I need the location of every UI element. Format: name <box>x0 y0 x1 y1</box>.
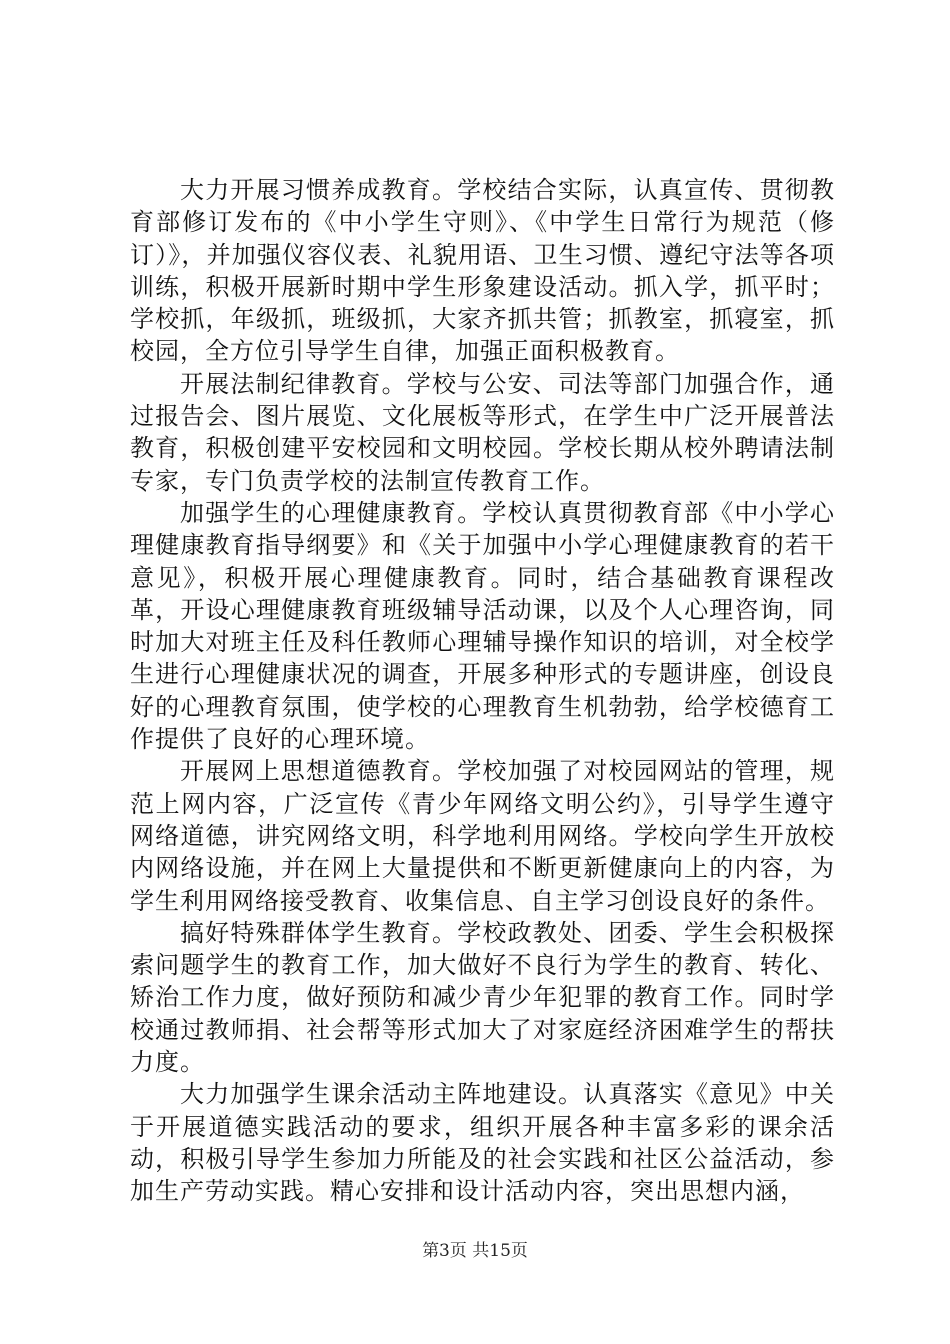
paragraph-habit-education: 大力开展习惯养成教育。学校结合实际，认真宣传、贯彻教育部修订发布的《中小学生守则》、《中学生日常行为规范（修订）》，并加强仪容仪表、礼貌用语、卫生习惯、遵纪守法等各项训练，积极开展新时期中学生形象建设活动。抓入学，抓平时；学校抓，年级抓，班级抓，大家齐抓共管；抓教室，抓寝室，抓校园，全方位引导学生自律，加强正面积极教育。 <box>130 176 835 366</box>
page-footer: 第3页 共15页 <box>422 1241 528 1261</box>
document-body <box>130 174 835 1208</box>
paragraph-legal-education: 开展法制纪律教育。学校与公安、司法等部门加强合作，通过报告会、图片展览、文化展板等形式，在学生中广泛开展普法教育，积极创建平安校园和文明校园。学校长期从校外聘请法制专家，专门负责学校的法制宣传教育工作。 <box>130 369 835 495</box>
paragraph-special-group-education: 搞好特殊群体学生教育。学校政教处、团委、学生会积极探索问题学生的教育工作，加大做好不良行为学生的教育、转化、矫治工作力度，做好预防和减少青少年犯罪的教育工作。同时学校通过教师捐、社会帮等形式加大了对家庭经济困难学生的帮扶力度。 <box>130 918 835 1077</box>
paragraph-extracurricular-activities: 大力加强学生课余活动主阵地建设。认真落实《意见》中关于开展道德实践活动的要求，组织开展各种丰富多彩的课余活动，积极引导学生参加力所能及的社会实践和社区公益活动，参加生产劳动实践。精心安排和设计活动内容，突出思想内涵， <box>130 1080 835 1206</box>
paragraph-mental-health-education: 加强学生的心理健康教育。学校认真贯彻教育部《中小学心理健康教育指导纲要》和《关于加强中小学心理健康教育的若干意见》，积极开展心理健康教育。同时，结合基础教育课程改革，开设心理健康教育班级辅导活动课，以及个人心理咨询，同时加大对班主任及科任教师心理辅导操作知识的培训，对全校学生进行心理健康状况的调查，开展多种形式的专题讲座，创设良好的心理教育氛围，使学校的心理教育生机勃勃，给学校德育工作提供了良好的心理环境。 <box>130 498 835 754</box>
paragraph-online-moral-education: 开展网上思想道德教育。学校加强了对校园网站的管理，规范上网内容，广泛宣传《青少年网络文明公约》，引导学生遵守网络道德，讲究网络文明，科学地利用网络。学校向学生开放校内网络设施，并在网上大量提供和不断更新健康向上的内容，为学生利用网络接受教育、收集信息、自主学习创设良好的条件。 <box>130 757 835 915</box>
